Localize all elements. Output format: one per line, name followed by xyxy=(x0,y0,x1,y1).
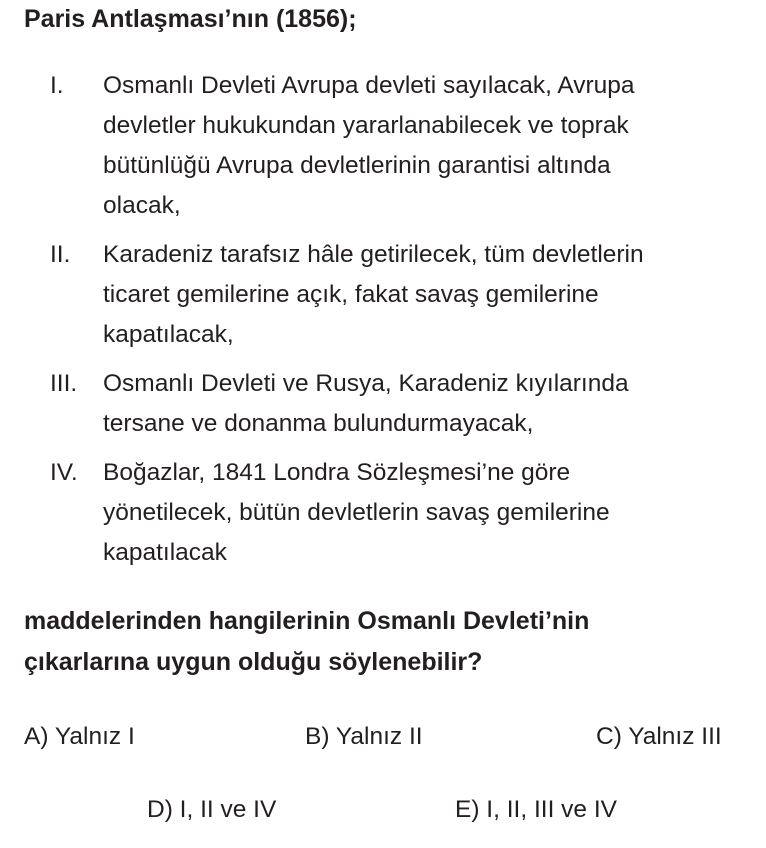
statement-line: kapatılacak xyxy=(103,539,227,566)
statement-line: ticaret gemilerine açık, fakat savaş gemilerine xyxy=(103,281,599,308)
question-stem xyxy=(24,601,744,683)
statement-item-3 xyxy=(0,364,766,444)
statement-line: Karadeniz tarafsız hâle getirilecek, tüm devletlerin xyxy=(103,241,644,268)
answer-option-a[interactable]: A) Yalnız I xyxy=(24,723,135,750)
answer-option-d[interactable]: D) I, II ve IV xyxy=(147,796,277,823)
statement-line: yönetilecek, bütün devletlerin savaş gemilerine xyxy=(103,499,610,526)
statement-numeral: I. xyxy=(50,72,64,99)
statement-item-2 xyxy=(0,235,766,355)
question-line: çıkarlarına uygun olduğu söylenebilir? xyxy=(24,648,483,676)
statement-line: devletler hukukundan yararlanabilecek ve toprak xyxy=(103,112,629,139)
answer-option-e[interactable]: E) I, II, III ve IV xyxy=(455,796,618,823)
statement-list xyxy=(0,66,766,582)
statement-line: Osmanlı Devleti ve Rusya, Karadeniz kıyılarında xyxy=(103,370,629,397)
statement-numeral: II. xyxy=(50,241,71,268)
statement-numeral: IV. xyxy=(50,459,78,486)
statement-numeral: III. xyxy=(50,370,78,397)
statement-line: tersane ve donanma bulundurmayacak, xyxy=(103,410,534,437)
statement-line: olacak, xyxy=(103,192,181,219)
statement-text xyxy=(103,66,743,226)
statement-item-4 xyxy=(0,453,766,573)
question-line: maddelerinden hangilerinin Osmanlı Devleti’nin xyxy=(24,607,590,635)
statement-text xyxy=(103,235,743,355)
statement-line: Osmanlı Devleti Avrupa devleti sayılacak, Avrupa xyxy=(103,72,635,99)
statement-line: Boğazlar, 1841 Londra Sözleşmesi’ne göre xyxy=(103,459,571,486)
statement-item-1 xyxy=(0,66,766,226)
answer-option-b[interactable]: B) Yalnız II xyxy=(305,723,423,750)
statement-line: kapatılacak, xyxy=(103,321,234,348)
statement-line: bütünlüğü Avrupa devletlerinin garantisi altında xyxy=(103,152,611,179)
question-title: Paris Antlaşması’nın (1856); xyxy=(24,5,357,33)
statement-text xyxy=(103,364,743,444)
statement-text xyxy=(103,453,743,573)
answer-option-c[interactable]: C) Yalnız III xyxy=(596,723,722,750)
